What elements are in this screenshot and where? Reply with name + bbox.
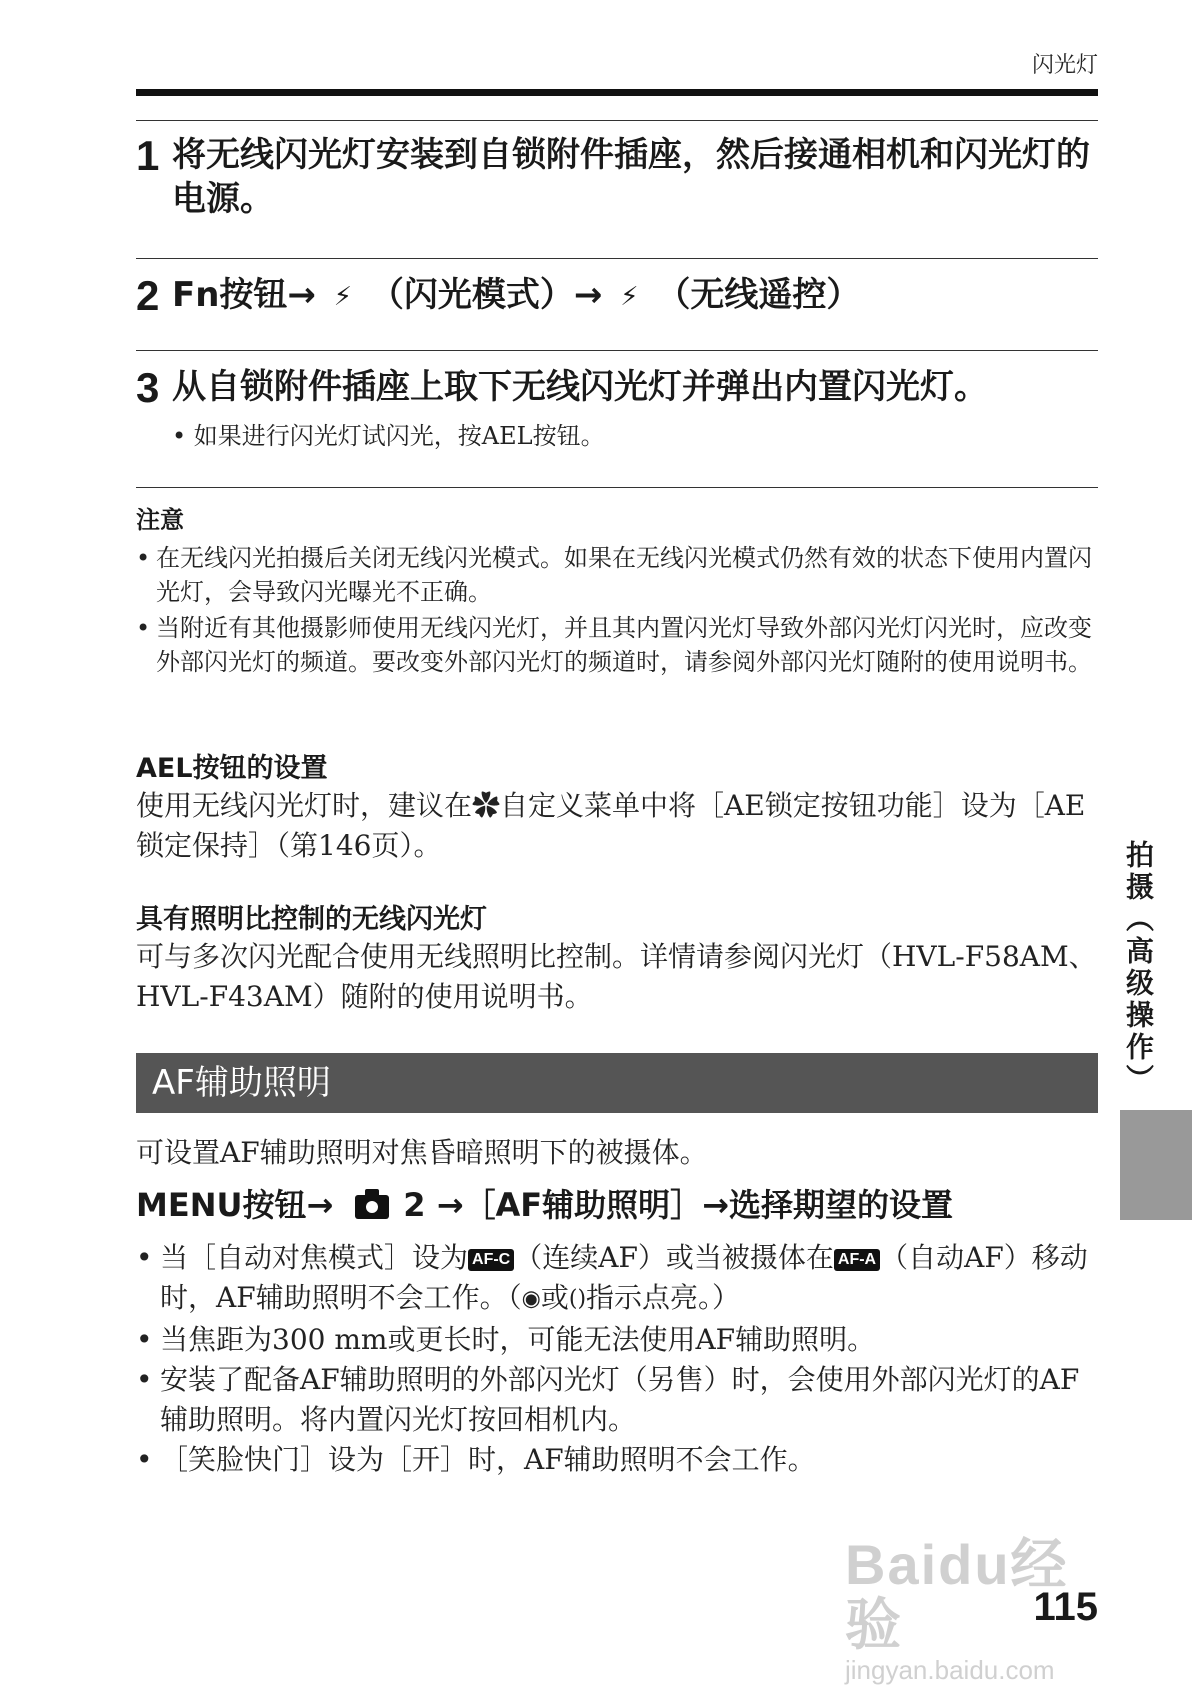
menu-button-label: MENU按钮→ xyxy=(136,1186,334,1224)
step-number: 1 xyxy=(136,132,160,179)
side-chapter-marker xyxy=(1120,1110,1192,1220)
af-note-item: • 当［自动对焦模式］设为 AF-C （连续AF）或当被摄体在 AF-A （自动AF）移动时，AF辅助照明不会工作。（◉或()指示点亮。） xyxy=(136,1238,1098,1320)
focus-indicator-icon: ◉ xyxy=(521,1286,541,1312)
divider xyxy=(136,350,1098,351)
wireless-label: （无线遥控） xyxy=(656,275,861,315)
header-rule xyxy=(136,89,1098,96)
step-3 xyxy=(136,365,1098,453)
step-number: 3 xyxy=(136,364,160,411)
camera-icon xyxy=(355,1195,389,1219)
side-chapter-tab: 拍摄（高级操作） xyxy=(1122,840,1155,1096)
page-header-title: 闪光灯 xyxy=(1031,53,1098,78)
af-note-item: • ［笑脸快门］设为［开］时，AF辅助照明不会工作。 xyxy=(136,1440,1098,1480)
ael-section xyxy=(136,752,1098,866)
step-2 xyxy=(136,273,1098,319)
watermark-url: jingyan.baidu.com xyxy=(845,1655,1055,1685)
gear-icon: ✿ xyxy=(472,789,501,822)
ratio-section xyxy=(136,903,1098,1017)
step-text xyxy=(172,273,1098,319)
focus-indicator-icon: () xyxy=(568,1286,587,1312)
af-note-item: • 安装了配备AF辅助照明的外部闪光灯（另售）时，会使用外部闪光灯的AF辅助照明。将内置闪光灯按回相机内。 xyxy=(136,1360,1098,1440)
notes-heading: 注意 xyxy=(136,506,184,534)
af-section-title: AF辅助照明 xyxy=(136,1053,1098,1113)
step-bullet: • 如果进行闪光灯试闪光，按AEL按钮。 xyxy=(172,422,605,450)
af-notes xyxy=(136,1238,1098,1480)
ratio-heading: 具有照明比控制的无线闪光灯 xyxy=(136,904,487,935)
divider xyxy=(136,487,1098,488)
flash-mode-label: （闪光模式）→ xyxy=(369,275,603,315)
note-item: • 当附近有其他摄影师使用无线闪光灯，并且其内置闪光灯导致外部闪光灯闪光时，应改变外部闪光灯的频道。要改变外部闪光灯的频道时，请参阅外部闪光灯随附的使用说明书。 xyxy=(136,611,1098,679)
menu-path-rest: 2 →［AF辅助照明］→选择期望的设置 xyxy=(403,1186,953,1224)
wireless-flash-icon: ⚡ xyxy=(620,281,639,312)
divider xyxy=(136,258,1098,259)
af-note-item: • 当焦距为300 mm或更长时，可能无法使用AF辅助照明。 xyxy=(136,1320,1098,1360)
watermark-logo: Baidu经验 xyxy=(845,1533,1069,1656)
fn-button-label: Fn按钮→ xyxy=(172,275,316,315)
menu-path xyxy=(136,1183,1098,1227)
ael-heading: AEL按钮的设置 xyxy=(136,753,328,784)
af-c-badge: AF-C xyxy=(468,1249,514,1271)
af-intro: 可设置AF辅助照明对焦昏暗照明下的被摄体。 xyxy=(136,1136,708,1169)
step-text: 从自锁附件插座上取下无线闪光灯并弹出内置闪光灯。 xyxy=(172,367,988,407)
divider xyxy=(136,120,1098,121)
step-number: 2 xyxy=(136,272,160,319)
ratio-body: 可与多次闪光配合使用无线照明比控制。详情请参阅闪光灯（HVL-F58AM、HVL-F43AM）随附的使用说明书。 xyxy=(136,940,1097,1013)
page-number: 115 xyxy=(1033,1585,1098,1629)
flash-icon: ⚡ xyxy=(333,281,353,312)
step-text: 将无线闪光灯安装到自锁附件插座，然后接通相机和闪光灯的电源。 xyxy=(172,135,1090,219)
step-1 xyxy=(136,133,1098,221)
notes-section xyxy=(136,503,1098,681)
ael-body: 使用无线闪光灯时，建议在✿自定义菜单中将［AE锁定按钮功能］设为［AE锁定保持］（第146页）。 xyxy=(136,789,1086,862)
af-a-badge: AF-A xyxy=(834,1249,880,1271)
note-item: • 在无线闪光拍摄后关闭无线闪光模式。如果在无线闪光模式仍然有效的状态下使用内置闪光灯，会导致闪光曝光不正确。 xyxy=(136,541,1098,609)
